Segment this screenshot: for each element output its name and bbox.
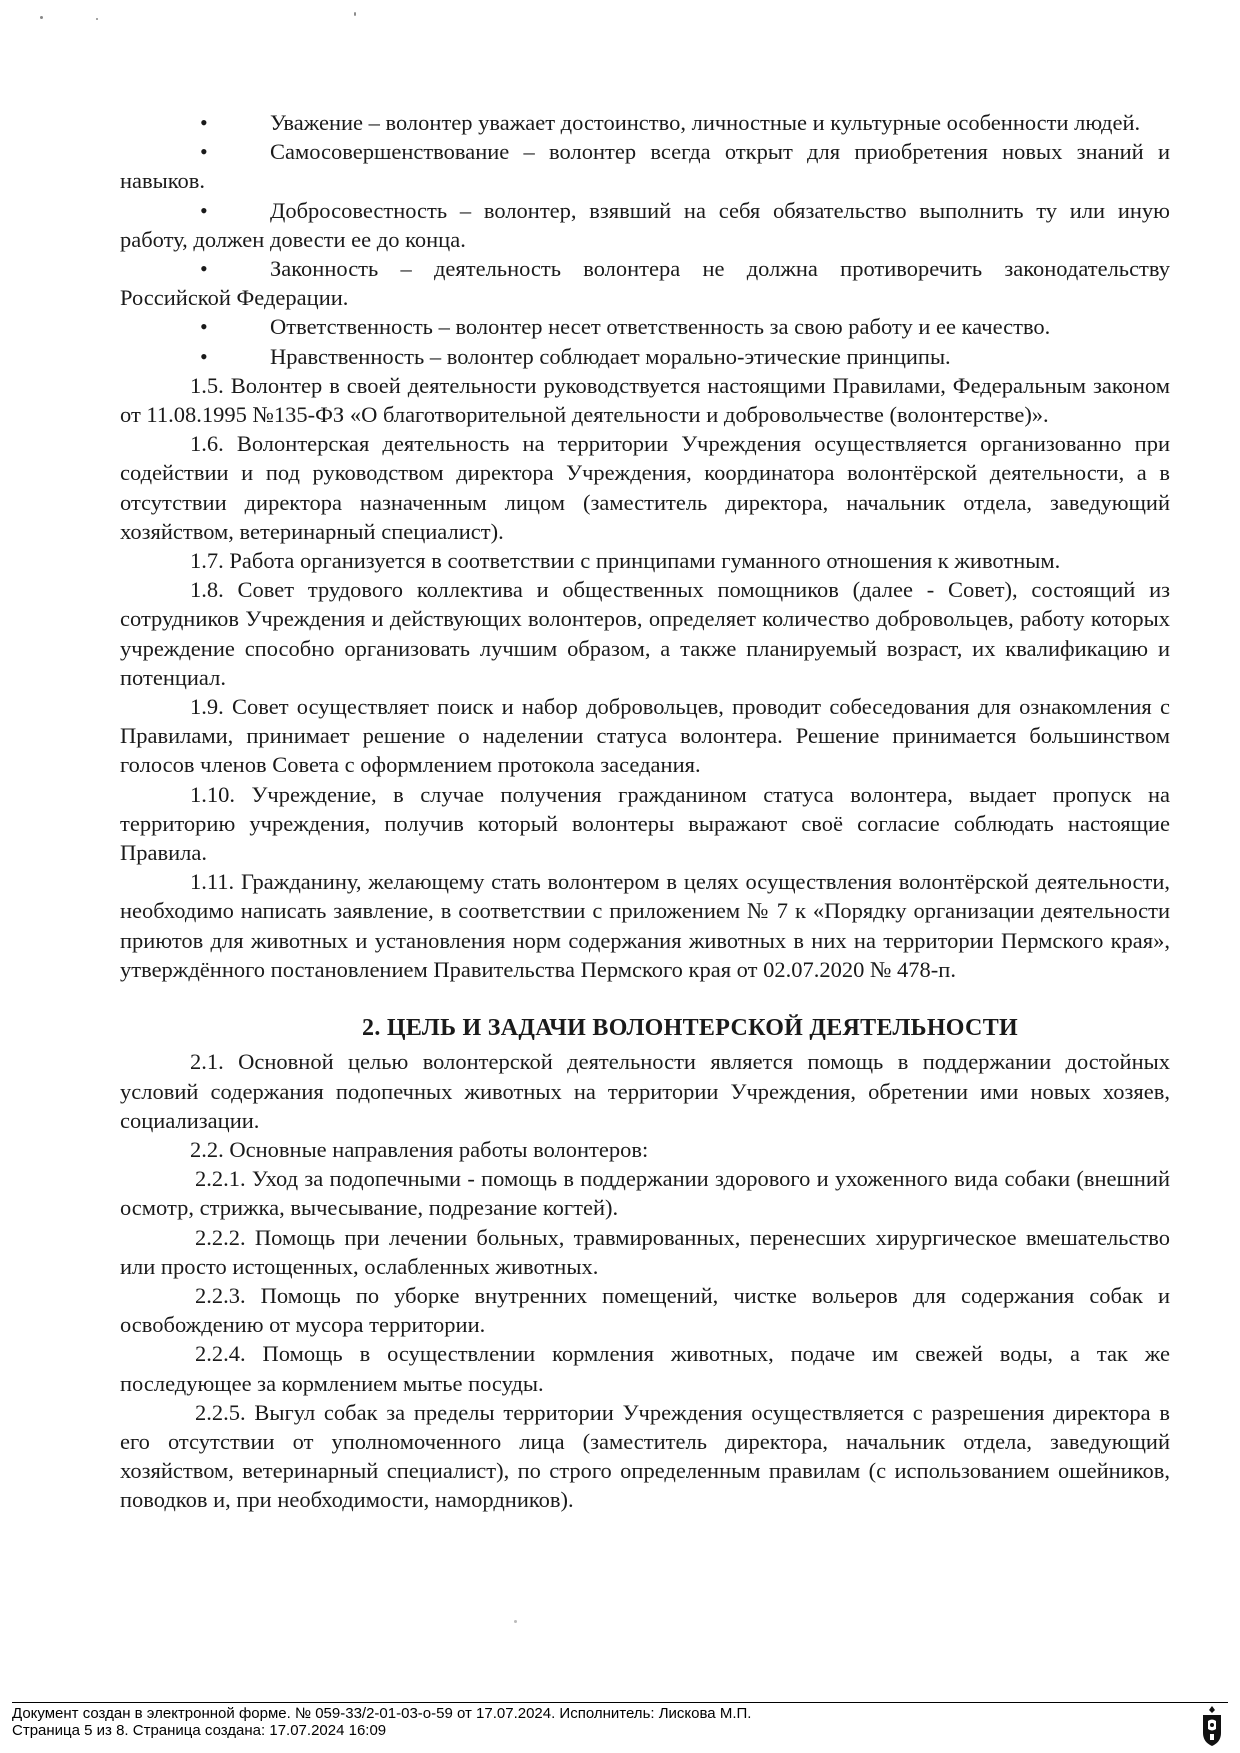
list-item: • Законность – деятельность волонтера не должна противоречить законодательству Российской Федерации. [120,256,1170,311]
document-body [120,108,1170,1515]
bullet-icon: • [200,139,208,165]
paragraph-1-9: 1.9. Совет осуществляет поиск и набор добровольцев, проводит собеседования для ознакомления с Правилами, принимает решение о наделении статуса волонтера. Решение принимается большинством голосов членов Совета с оформлением протокола заседания. [120,694,1170,778]
bullet-icon: • [200,343,208,369]
paragraph-1-7: 1.7. Работа организуется в соответствии с принципами гуманного отношения к животным. [190,548,1061,574]
list-item: • Уважение – волонтер уважает достоинство, личностные и культурные особенности людей. [120,108,1170,137]
list-item: • Ответственность – волонтер несет ответственность за свою работу и ее качество. [120,312,1170,341]
scan-speck [354,12,356,16]
paragraph-1-6: 1.6. Волонтерская деятельность на территории Учреждения осуществляется организованно при содействии и под руководством директора Учреждения, координатора волонтёрской деятельности, а в отсутствии директора назначенным лицом (заместитель директора, начальник отдела, заведующий хозяйством, ветеринарный специалист). [120,431,1170,544]
scan-speck [96,18,98,20]
electronic-document-footer [12,1702,1228,1739]
bullet-icon: • [200,314,208,340]
list-item: • Добросовестность – волонтер, взявший на себя обязательство выполнить ту или иную работу, должен довести ее до конца. [120,197,1170,252]
paragraph-2-2-5: 2.2.5. Выгул собак за пределы территории Учреждения осуществляется с разрешения директора в его отсутствии от уполномоченного лица (заместитель директора, начальник отдела, заведующий хозяйством, ветеринарный специалист), по строго определенным правилам (с использованием ошейников, поводков и, при необходимости, намордников). [120,1399,1170,1513]
footer-page-info: Страница 5 из 8. Страница создана: 17.07.2024 16:09 [12,1722,387,1739]
section-1-paragraphs [120,371,1170,984]
section-2-paragraphs [120,1047,1170,1514]
principles-list [120,108,1170,371]
paragraph-2-1: 2.1. Основной целью волонтерской деятельности является помощь в поддержании достойных условий содержания подопечных животных на территории Учреждения, обретении ими новых хозяев, социализации. [120,1049,1170,1133]
paragraph-1-5: 1.5. Волонтер в своей деятельности руководствуется настоящими Правилами, Федеральным законом от 11.08.1995 №135-ФЗ «О благотворительной деятельности и добровольчестве (волонтерстве)». [120,372,1170,428]
paragraph-1-10: 1.10. Учреждение, в случае получения гражданином статуса волонтера, выдает пропуск на территорию учреждения, получив который волонтеры выражают своё согласие соблюдать настоящие Правила. [120,781,1170,866]
paragraph-2-2: 2.2. Основные направления работы волонтеров: [190,1136,649,1162]
paragraph-2-2-3: 2.2.3. Помощь по уборке внутренних помещений, чистке вольеров для содержания собак и освобождению от мусора территории. [120,1282,1170,1338]
paragraph-2-2-4: 2.2.4. Помощь в осуществлении кормления животных, подаче им свежей воды, а так же последующее за кормлением мытье посуды. [120,1341,1170,1396]
paragraph-1-8: 1.8. Совет трудового коллектива и общественных помощников (далее - Совет), состоящий из сотрудников Учреждения и действующих волонтеров, определяет количество добровольцев, работу которых учреждение способно организовать лучшим образом, а также планируемый возраст, их квалификацию и потенциал. [120,577,1170,690]
bullet-icon: • [200,256,208,282]
list-item: • Самосовершенствование – волонтер всегда открыт для приобретения новых знаний и навыков. [120,139,1170,194]
coat-of-arms-icon [1198,1705,1226,1747]
paragraph-2-2-1: 2.2.1. Уход за подопечными - помощь в поддержании здорового и ухоженного вида собаки (внешний осмотр, стрижка, вычесывание, подрезание когтей). [120,1166,1170,1221]
section-2-heading: 2. ЦЕЛЬ И ЗАДАЧИ ВОЛОНТЕРСКОЙ ДЕЯТЕЛЬНОСТИ [362,1015,1018,1042]
paragraph-2-2-2: 2.2.2. Помощь при лечении больных, травмированных, перенесших хирургическое вмешательство или просто истощенных, ослабленных животных. [120,1224,1170,1279]
bullet-icon: • [200,110,208,135]
paragraph-1-11: 1.11. Гражданину, желающему стать волонтером в целях осуществления волонтёрской деятельности, необходимо написать заявление, в соответствии с приложением № 7 к «Порядку организации деятельности приютов для животных и установления норм содержания животных в них на территории Пермского края», утверждённого постановлением Правительства Пермского края от 02.07.2020 № 478-п. [120,869,1170,982]
scan-speck [40,16,43,19]
scan-speck [514,1620,517,1623]
list-item: • Нравственность – волонтер соблюдает морально-этические принципы. [120,342,1170,371]
bullet-icon: • [200,197,208,223]
footer-document-info: Документ создан в электронной форме. № 059-33/2-01-03-о-59 от 17.07.2024. Исполнитель: Лискова М.П. [12,1705,752,1722]
